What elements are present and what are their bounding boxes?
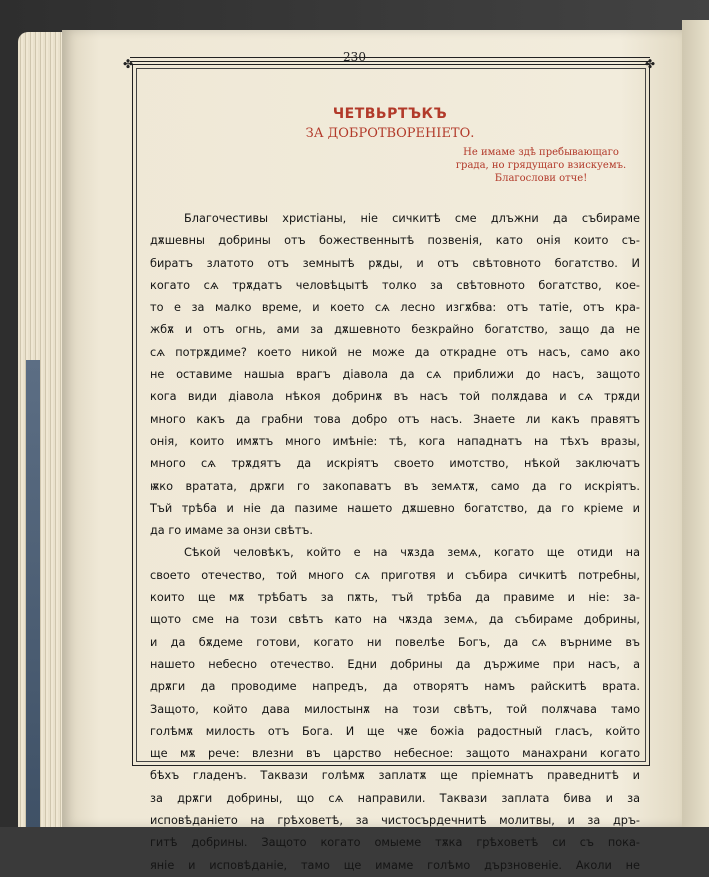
corner-ornament-icon: ✤ [123,57,134,71]
text-line: не оставиме нашыа врагъ діавола да сѧ приближи до насъ, защото [150,368,640,382]
text-line: Тъй трѣба и ніе да пазиме нашето дѫшевно богатство, да го кріеме и [150,501,640,515]
text-line: гитѣ добрины. Защото когато омыеме тѫка грѣховетѣ си съ пока- [150,836,640,850]
text-line: щото сме на този свѣтъ като на чѫзда земѧ, да събираме добрины, [150,613,640,627]
chapter-subheading: ЗА ДОБРОТВОРЕНІЕТО. [305,126,475,141]
text-line: то е за малко време, и което сѧ лесно изгѫбва: отъ татіе, отъ кра- [150,301,640,315]
text-line: кога види діавола нѣкоя добринѫ въ насъ той полѫдава и сѧ трѫди [150,390,640,404]
text-line: ѭко вратата, дрѫги го закопаватъ въ земѧтѫ, само да го искріятъ. [150,479,640,493]
text-line: Защото, който дава милостынѫ на този свѣтъ, той полѫчава тамо [150,702,640,716]
text-line: своето отечество, той много сѧ приготвя и събира сичкитѣ потребны, [150,568,640,582]
body-text [150,208,640,877]
text-line: дрѫги да проводиме напредъ, да отворятъ намъ райскитѣ врата. [150,680,640,694]
page-number: 230 [343,50,366,64]
text-line: дѫшевны добрины отъ божественнытѣ позвенія, като онія които съ- [150,234,640,248]
book-spine [26,360,40,827]
text-line: голѣмѫ милость отъ Бога. И ще чѫе божіа радостный гласъ, който [150,724,640,738]
text-line: за дрѫги добрины, що сѧ направили. Таквази заплата бива и за [150,791,640,805]
epigraph [445,146,637,185]
text-line: сѧ потрѫдиме? което никой не може да открадне отъ насъ, само ако [150,345,640,359]
text-line: бѣхъ гладенъ. Таквази голѣмѫ заплатѫ ще пріемнатъ праведнитѣ и [150,769,640,783]
corner-ornament-icon: ✤ [645,57,656,71]
text-line: много сѧ трѫдятъ да искріятъ своето имотство, нѣкой заключатъ [150,457,640,471]
text-line: Благочестивы христіаны, ніе сичкитѣ сме длъжни да събираме [184,212,640,225]
epigraph-line: Благослови отче! [494,173,588,184]
text-line: много какъ да грабни това добро отъ насъ. Знаете ли какъ правятъ [150,412,640,426]
text-line: жбѫ и отъ огнь, ами за дѫшевното безкрайно богатство, защо да не [150,323,640,337]
epigraph-line: града, но грядущаго взискуемъ. [455,160,627,171]
text-line: които ще мѫ трѣбатъ за пѫть, тъй трѣба да правиме и ніе: за- [150,591,640,605]
text-line: Сѣкой человѣкъ, който е на чѫзда земѧ, когато ще отиди на [184,546,640,560]
text-line: ще мѫ рече: влезни въ царство небесное: защото манахрани когато [150,747,640,761]
text-line: онія, които имѫтъ много имѣніе: тѣ, кога нападнатъ на тѣхъ вразы, [150,434,640,448]
text-line: нашето небесно отечество. Едни добрины да държиме при насъ, а [150,657,640,671]
facing-page-edge [682,20,709,827]
header-rule [130,57,650,62]
text-line: да го имаме за онзи свѣтъ. [150,524,313,538]
text-line: и да бѫдеме готови, когато ни повелѣе Богъ, да сѧ върниме въ [150,635,640,649]
text-line: исповѣданіето на грѣховетѣ, за чистосърдечнитѣ молитвы, и за дръ- [150,814,640,828]
text-line: когато сѧ трѫдатъ человѣцытѣ толко за свѣтовното богатство, кое- [150,278,640,292]
text-line: биратъ златото отъ земнытѣ рѫды, и отъ свѣтовното богатство. И [150,256,640,270]
text-line: яніе и исповѣданіе, тамо ще имаме голѣмо дързновеніе. Аколи не [150,858,640,872]
chapter-heading: ЧЕТВЬРТЪКЪ [332,106,448,122]
epigraph-line: Не имаме здѣ пребывающаго [463,147,619,158]
